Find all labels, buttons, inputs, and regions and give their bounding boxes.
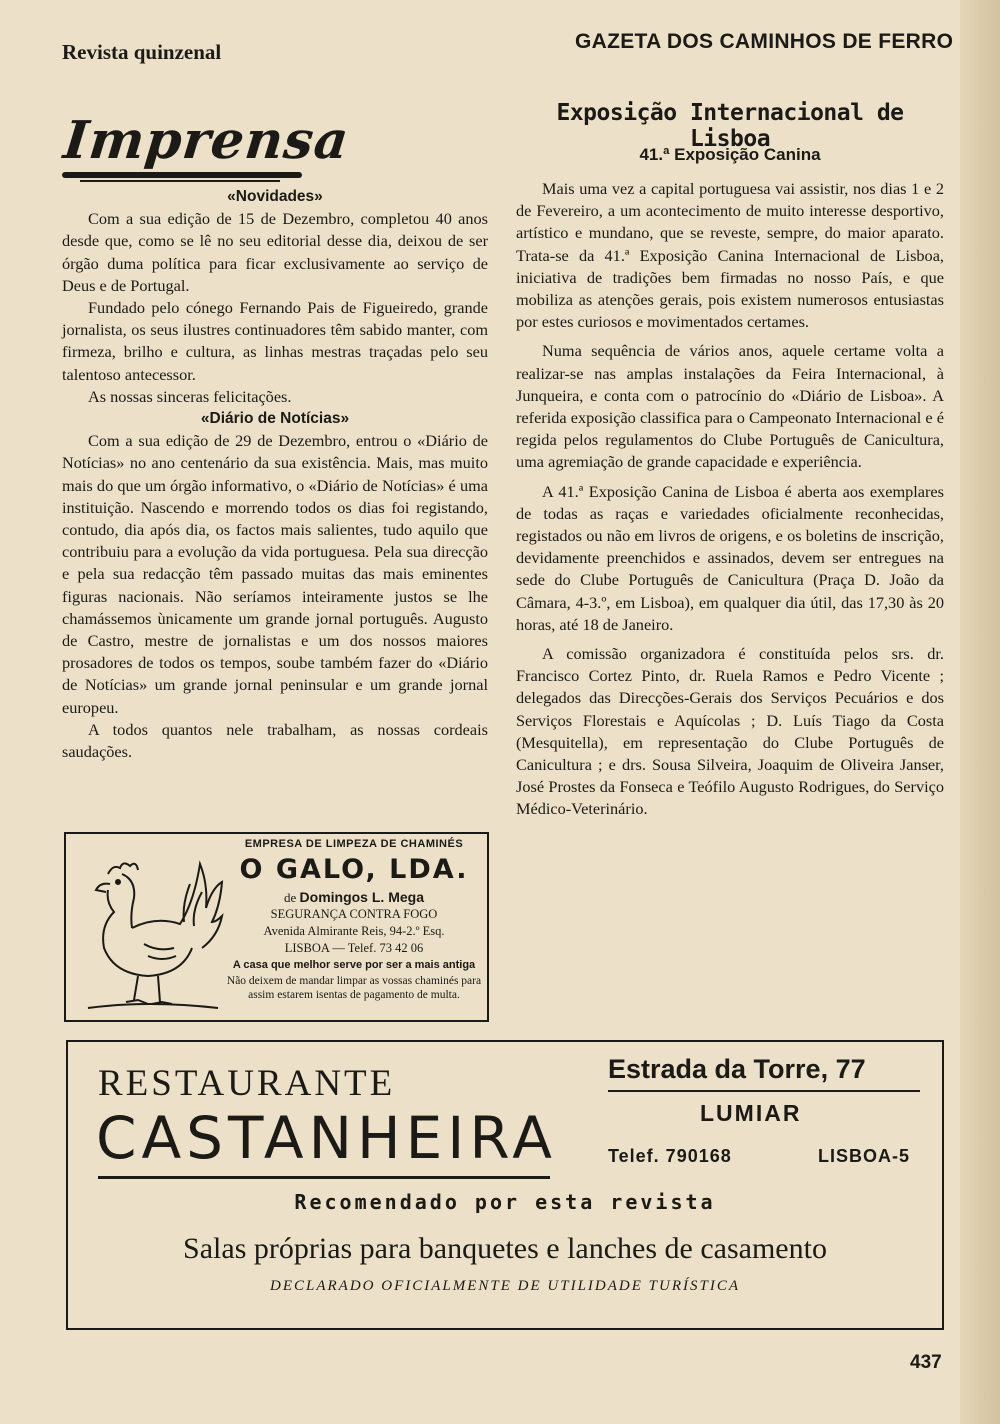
page-number: 437	[910, 1352, 942, 1373]
galo-owner	[224, 889, 484, 906]
paragraph: Com a sua edição de 29 de Dezembro, entrou o «Diário de Notícias» no ano centenário da sua existência. Mais, mas muito mais do que um órgão informativo, o «Diário de Notícias» é uma instituição. Nascendo e morrendo todos os dias foi registando, contudo, dia após dia, os factos mais salientes, tudo aquilo que contribuiu para a evolução da vida portuguesa. Pela sua direcção e pela sua redacção têm passado muitas das mais eminentes figuras nacionais. Não seríamos inteiramente justos se lhe chamássemos ùnicamente um grande jornal português. Augusto de Castro, mestre de jornalistas e um dos nossos maiores prosadores de todos os tempos, soube também fazer do «Diário de Notícias» um grande jornal peninsular e um grande jornal europeu.	[62, 431, 488, 717]
imprensa-underline	[62, 172, 302, 178]
galo-line-1: SEGURANÇA CONTRA FOGO	[270, 907, 438, 921]
subheading-novidades: «Novidades»	[227, 188, 323, 205]
galo-company-type: EMPRESA DE LIMPEZA DE CHAMINÉS	[244, 838, 464, 850]
cast-address-underline	[608, 1090, 920, 1092]
expo-heading: Exposição Internacional de Lisboa	[556, 100, 904, 152]
galo-slogan: A casa que melhor serve por ser a mais antiga	[232, 959, 476, 971]
cast-recommended: Recomendado por esta revista	[294, 1190, 716, 1214]
paragraph: Com a sua edição de 15 de Dezembro, completou 40 anos desde que, como se lê no seu editorial desse dia, deixou de ser órgão duma política para ficar exclusivamente ao serviço de Deus e de Portugal.	[62, 209, 488, 295]
paragraph: Numa sequência de vários anos, aquele certame volta a realizar-se nas amplas instalações da Feira Internacional, à Junqueira, e conta com o patrocínio do «Diário de Lisboa». A referida exposição classifica para o Campeonato Internacional e é regida pelos regulamentos do Clube Português de Canicultura, uma agremiação de grande capacidade e experiência.	[516, 341, 944, 472]
imprensa-underline-thin	[80, 180, 280, 182]
paragraph: A todos quantos nele trabalham, as nossas cordeais saudações.	[62, 719, 488, 762]
expo-column	[516, 178, 944, 828]
cast-locality: LUMIAR	[700, 1100, 802, 1126]
imprensa-column	[62, 186, 488, 763]
cast-name-underline	[98, 1176, 550, 1179]
subheading-diario: «Diário de Notícias»	[200, 410, 350, 428]
galo-owner-prefix: de	[284, 890, 297, 905]
galo-ad-text	[224, 838, 484, 1002]
cast-city: LISBOA-5	[818, 1146, 911, 1166]
header-left: Revista quinzenal	[62, 40, 222, 64]
galo-owner-name: Domingos L. Mega	[299, 889, 424, 905]
imprensa-heading: Imprensa	[60, 110, 353, 171]
galo-company-name: O GALO, LDA.	[239, 854, 469, 885]
cast-address: Estrada da Torre, 77	[608, 1054, 866, 1084]
paragraph: Mais uma vez a capital portuguesa vai assistir, nos dias 1 e 2 de Fevereiro, a um acontecimento de muito interesse desportivo, artístico e mundano, que se reveste, sempre, do maior aparato. Trata-se da 41.ª Exposição Canina Internacional de Lisboa, iniciativa de tradições bem firmadas no nosso País, e que mobiliza as atenções gerais, pois existem numerosos entusiastas por estes curiosos e movimentados certames.	[516, 179, 944, 332]
cast-restaurant-name: CASTANHEIRA	[96, 1104, 557, 1172]
header-right: GAZETA DOS CAMINHOS DE FERRO	[575, 30, 954, 53]
rooster-illustration	[78, 844, 228, 1014]
paragraph: Fundado pelo cónego Fernando Pais de Figueiredo, grande jornalista, os seus ilustres continuadores têm sabido manter, com firmeza, brilho e cultura, as linhas mestras traçadas pelo seu talentoso antecessor.	[62, 298, 488, 384]
paragraph: A comissão organizadora é constituída pelos srs. dr. Francisco Cortez Pinto, dr. Ruela Ramos e Pedro Vicente ; delegados das Direcções-Gerais dos Serviços Pecuários e dos Serviços Florestais e Aquícolas ; D. Luís Tiago da Costa (Mesquitella), em representação do Clube Português de Canicultura ; e drs. Sousa Silveira, Joaquim de Oliveira Janser, José Prostes da Fonseca e Teófilo Augusto Rodrigues, do Serviço Médico-Veterinário.	[516, 644, 944, 819]
paragraph: As nossas sinceras felicitações.	[88, 386, 292, 406]
cast-salas: Salas próprias para banquetes e lanches de casamento	[183, 1232, 827, 1265]
expo-subheading: 41.ª Exposição Canina	[639, 145, 821, 164]
galo-advertisement	[64, 832, 489, 1022]
castanheira-advertisement	[66, 1040, 944, 1330]
cast-restaurante-label: RESTAURANTE	[98, 1063, 396, 1104]
cast-declarado: DECLARADO OFICIALMENTE DE UTILIDADE TURÍSTICA	[270, 1278, 740, 1294]
galo-address: Avenida Almirante Reis, 94-2.º Esq.	[263, 924, 445, 938]
cast-phone: Telef. 790168	[608, 1146, 732, 1166]
galo-phone: LISBOA — Telef. 73 42 06	[284, 941, 424, 955]
paragraph: A 41.ª Exposição Canina de Lisboa é aberta aos exemplares de todas as raças e variedades oficialmente reconhecidas, registados ou não em livros de origens, e os boletins de inscrição, devidamente preenchidos e assinados, devem ser entregues na sede do Clube Português de Canicultura (Praça D. João da Câmara, 4-3.º, em Lisboa), em qualquer dia útil, das 17,30 às 20 horas, até 18 de Janeiro.	[516, 481, 944, 634]
galo-note: Não deixem de mandar limpar as vossas chaminés para assim estarem isentas de pagamento de multa.	[226, 975, 482, 1001]
page-edge-shadow	[960, 0, 1000, 1424]
